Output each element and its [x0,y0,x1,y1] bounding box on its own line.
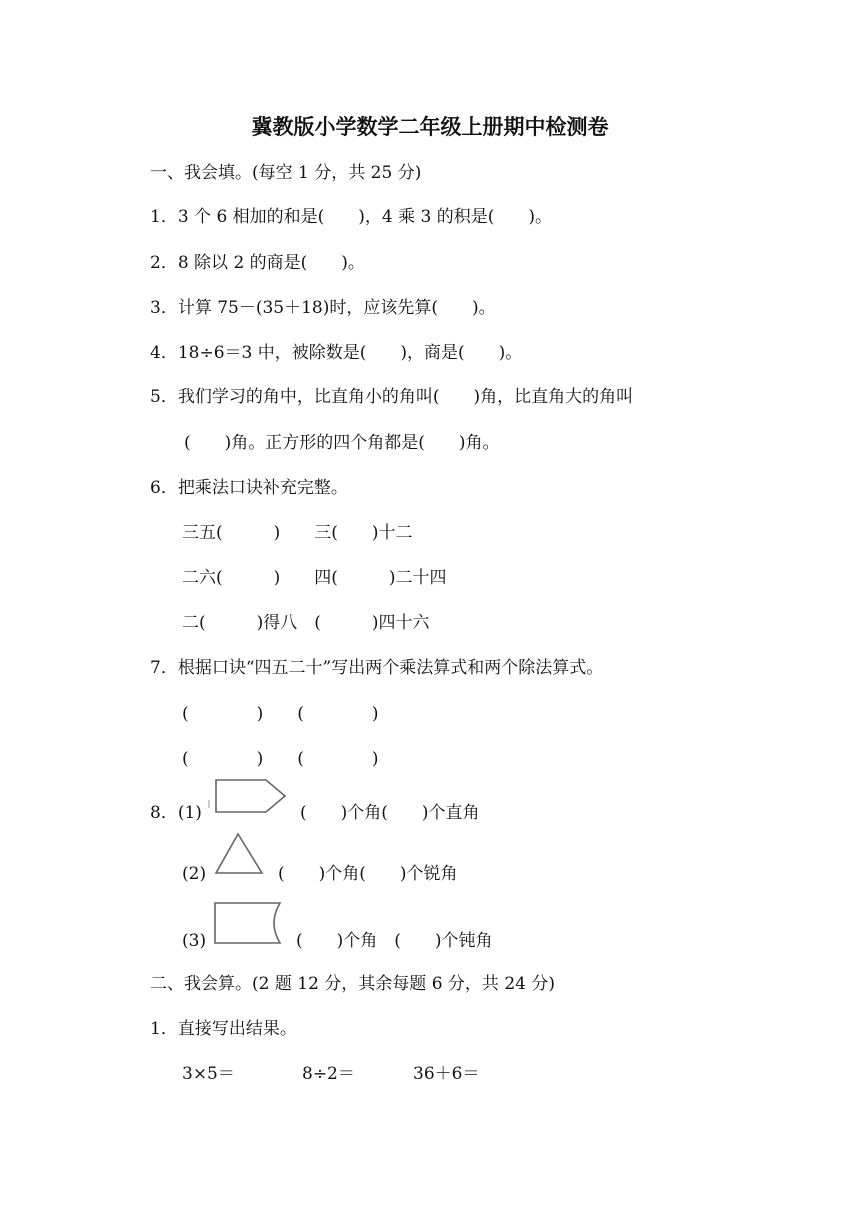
section-2-question-1: 1．直接写出结果。 [150,1019,297,1039]
pentagon-figure [206,776,290,820]
question-2: 2．8 除以 2 的商是( )。 [150,253,365,273]
section-2-heading: 二、我会算。(2 题 12 分，其余每题 6 分，共 24 分) [150,974,555,994]
question-8-answer-3: ( )个角 ( )个钝角 [296,931,493,951]
question-5-line-2: ( )角。正方形的四个角都是( )角。 [184,433,500,453]
calc-item-1: 3×5＝ [182,1064,235,1084]
question-8-answer-2: ( )个角( )个锐角 [278,864,458,884]
question-4: 4．18÷6＝3 中，被除数是( )，商是( )。 [150,343,523,363]
question-5-line-1: 5．我们学习的角中，比直角小的角叫( )角，比直角大的角叫 [150,387,634,407]
page-title: 冀教版小学数学二年级上册期中检测卷 [251,115,609,139]
question-1: 1．3 个 6 相加的和是( )，4 乘 3 的积是( )。 [150,207,553,227]
question-6-row-3: 二( )得八 ( )四十六 [182,613,430,633]
question-6-row-2: 二六( ) 四( )二十四 [182,568,447,588]
question-7: 7．根据口诀“四五二十”写出两个乘法算式和两个除法算式。 [150,658,604,678]
question-8-label-3: (3) [182,931,207,951]
calc-item-3: 36＋6＝ [413,1064,480,1084]
question-8-answer-1: ( )个角( )个直角 [300,803,480,823]
question-8-label-1: 8．(1) [150,803,202,823]
question-6: 6．把乘法口诀补充完整。 [150,478,348,498]
triangle-figure [212,830,268,878]
question-8-label-2: (2) [182,864,207,884]
question-3: 3．计算 75－(35＋18)时，应该先算( )。 [150,298,496,318]
question-7-row-2: ( ) ( ) [182,749,379,769]
curved-rectangle-figure [212,899,286,947]
question-7-row-1: ( ) ( ) [182,704,379,724]
question-6-row-1: 三五( ) 三( )十二 [182,523,413,543]
calc-item-2: 8÷2＝ [302,1064,355,1084]
section-1-heading: 一、我会填。(每空 1 分，共 25 分) [150,163,422,183]
